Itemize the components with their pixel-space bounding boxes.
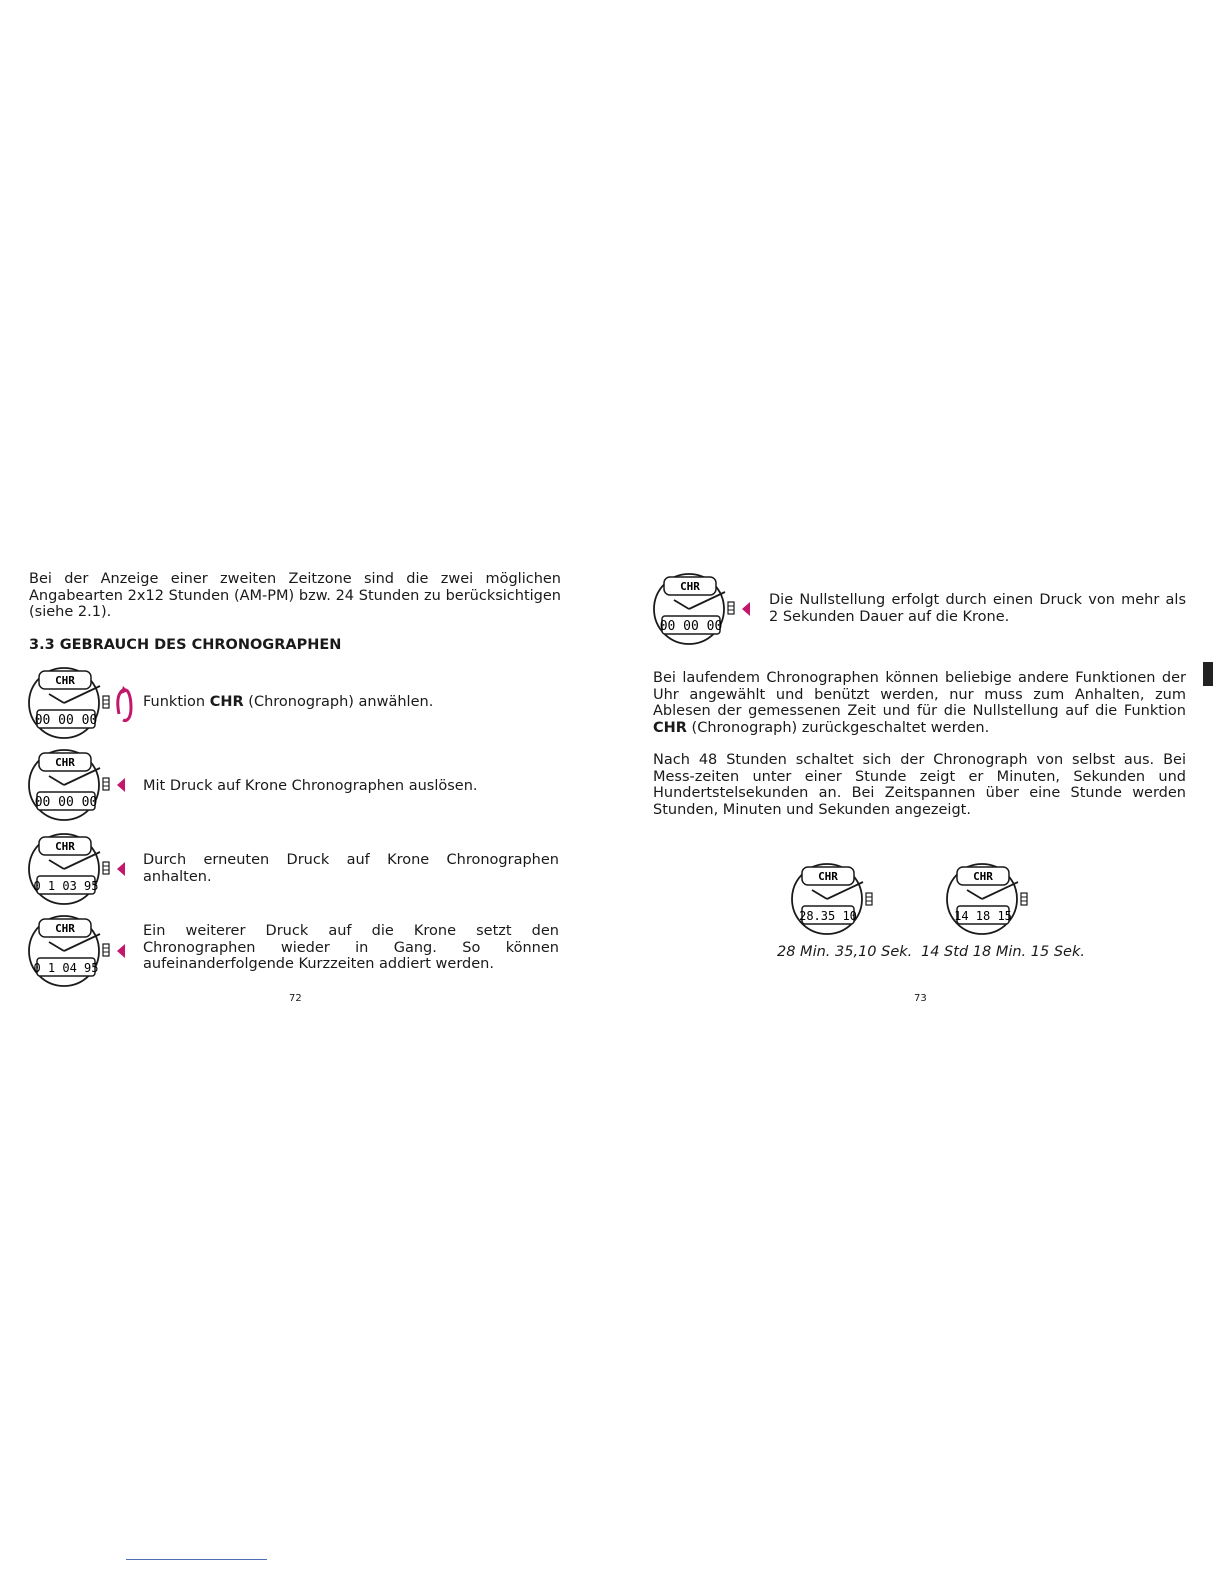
press-crown-arrow-icon [117,862,125,876]
intro-paragraph: Bei der Anzeige einer zweiten Zeitzone sind die zwei möglichen Angabearten 2x12 Stunden (AM-PM) bzw. 24 Stunden zu berücksichtigen (siehe 2.1). [29,571,561,620]
caption-example-2: 14 Std 18 Min. 15 Sek. [921,944,1085,960]
section-tab-marker [1203,662,1213,686]
watch-display-icon [27,914,139,990]
watch-example-2 [945,862,1035,938]
mode-label: CHR [818,870,838,883]
press-crown-arrow-icon [742,602,750,616]
step-reset [652,572,1192,652]
page-number: 72 [289,993,302,1004]
paragraph-auto-off: Nach 48 Stunden schaltet sich der Chronograph von selbst aus. Bei Mess-zeiten unter einer Stunde zeigt er Minuten, Sekunden und Hundertstelsekunden an. Bei Zeitspannen über eine Stunde werden Stunden, Minuten und Sekunden angezeigt. [653,752,1186,818]
paragraph-running: Bei laufendem Chronographen können beliebige andere Funktionen der Uhr angewählt und benützt werden, nur muss zum Anhalten, zum Ablesen der gemessenen Zeit und für die Nullstellung auf die Funktion CHR (Chronograph) zurückgeschaltet werden. [653,670,1186,736]
rotate-crown-icon [115,684,135,724]
mode-label: CHR [680,580,700,593]
watch-example-1 [790,862,880,938]
lcd-digits: 0 1 03 95 [33,879,99,893]
step-stop [27,832,587,912]
lcd-digits: 14 18 15 [954,909,1012,923]
watch-display-icon [27,832,139,908]
press-crown-arrow-icon [117,778,125,792]
lcd-digits: 0 1 04 95 [33,961,99,975]
step-text: Funktion CHR (Chronograph) anwählen. [143,694,434,710]
step-text: Mit Druck auf Krone Chronographen auslösen. [143,778,478,794]
lcd-digits: 00 00 00 [34,713,98,728]
right-page [612,0,1224,1584]
step-text: Ein weiterer Druck auf die Krone setzt den Chronographen wieder in Gang. So können aufeinanderfolgende Kurzzeiten addiert werden. [143,923,559,972]
lcd-digits: 00 00 00 [34,795,98,810]
lcd-digits: 28.35 10 [799,909,857,923]
lcd-digits: 00 00 00 [659,619,723,634]
section-heading: 3.3 GEBRAUCH DES CHRONOGRAPHEN [29,637,342,653]
mode-label: CHR [55,756,75,769]
step-select-chr [27,666,587,746]
step-text: Durch erneuten Druck auf Krone Chronographen anhalten. [143,852,559,885]
step-restart [27,914,587,994]
press-crown-arrow-icon [117,944,125,958]
step-text: Die Nullstellung erfolgt durch einen Druck von mehr als 2 Sekunden Dauer auf die Krone. [769,592,1186,625]
watch-display-icon [652,572,764,648]
watch-display-icon [27,748,139,824]
caption-example-1: 28 Min. 35,10 Sek. [777,944,913,960]
mode-label: CHR [973,870,993,883]
mode-label: CHR [55,674,75,687]
step-start [27,748,587,828]
mode-label: CHR [55,840,75,853]
mode-label: CHR [55,922,75,935]
footer-rule [126,1559,267,1560]
page-number: 73 [914,993,927,1004]
